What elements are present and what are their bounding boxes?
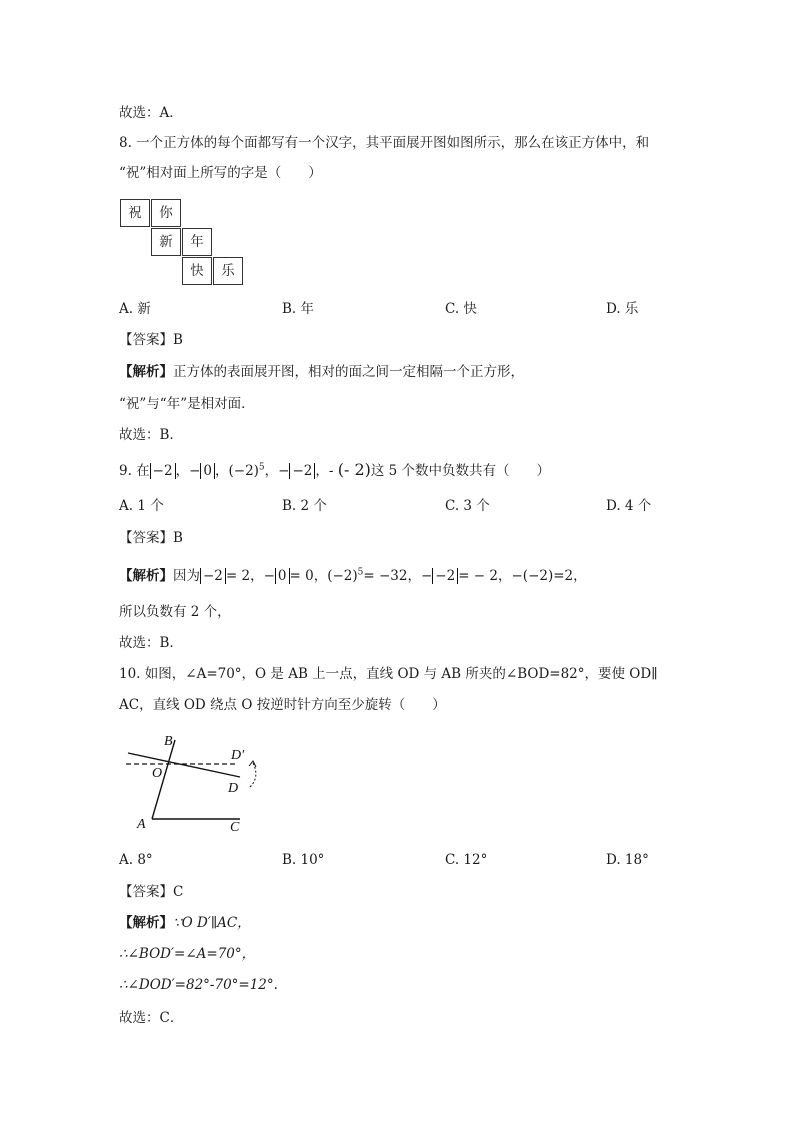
q9-term-abs-0: 0 — [200, 463, 215, 479]
q9-number: 9. 在 — [119, 463, 150, 479]
q9-calc-abs-neg2: −2 — [200, 568, 226, 584]
q10-analysis-line3: ∴∠DOD′=82°-70°=12°. — [119, 977, 278, 993]
q9-term-power: (−2) — [228, 463, 259, 479]
q9-sep: ，− — [175, 463, 201, 479]
q8-analysis-line2: “祝”与“年”是相对面． — [119, 396, 255, 412]
q9-term-neg-paren: (- 2) — [337, 460, 371, 479]
q9-option-c: C. 3 个 — [445, 498, 490, 514]
rotation-arrowhead-icon — [249, 761, 256, 767]
q9-analysis-line2: 所以负数有 2 个， — [119, 604, 231, 620]
q10-option-d: D. 18° — [606, 852, 649, 868]
q10-stem-line1: 10. 如图，∠A=70°，O 是 AB 上一点，直线 OD 与 AB 所夹的∠BOD=82°，要使 OD∥ — [119, 666, 658, 682]
q8-option-b: B. 年 — [282, 301, 315, 317]
q9-sep: ，− — [264, 463, 290, 479]
q8-analysis-line1 — [119, 362, 524, 382]
q10-answer: 【答案】C — [119, 884, 184, 900]
q9-stem — [119, 460, 550, 481]
q8-stem-line1: 8. 一个正方体的每个面都写有一个汉字，其平面展开图如图所示，那么在该正方体中，和 — [119, 135, 650, 151]
q10-option-b: B. 10° — [282, 852, 325, 868]
net-cell-5: 快 — [182, 257, 212, 285]
q10-option-c: C. 12° — [445, 852, 488, 868]
q8-answer: 【答案】B — [119, 332, 183, 348]
q9-option-d: D. 4 个 — [606, 498, 652, 514]
label-b: B — [164, 734, 173, 749]
q9-calc-abs-0: 0 — [275, 568, 290, 584]
q9-analysis-tag: 【解析】 — [119, 568, 173, 584]
label-a: A — [137, 817, 146, 832]
q10-stem-line2: AC，直线 OD 绕点 O 按逆时针方向至少旋转（ ） — [119, 697, 446, 713]
label-c: C — [230, 820, 240, 835]
net-cell-2: 你 — [151, 199, 181, 227]
q9-stem-tail: 这 5 个数中负数共有（ ） — [370, 463, 551, 479]
q10-analysis-line2: ∴∠BOD′=∠A=70°， — [119, 946, 256, 962]
q9-calc-result-4: = − 2，−(−2)=2， — [458, 568, 587, 584]
q8-option-c: C. 快 — [445, 301, 477, 317]
net-cell-4: 年 — [182, 228, 212, 256]
prev-conclusion: 故选：A． — [119, 105, 183, 121]
q8-option-a: A. 新 — [119, 301, 151, 317]
net-cell-1: 祝 — [120, 199, 150, 227]
q9-analysis-line1 — [119, 566, 587, 586]
q10-conclusion: 故选：C． — [119, 1010, 184, 1026]
q9-option-a: A. 1 个 — [119, 498, 164, 514]
q10-analysis-tag: 【解析】 — [119, 915, 173, 931]
q8-conclusion: 故选：B． — [119, 427, 183, 443]
q9-calc-exponent: 5 — [357, 567, 364, 578]
q8-analysis-tag: 【解析】 — [119, 364, 173, 380]
q9-sep: ， — [214, 463, 229, 479]
line-od — [128, 753, 240, 777]
q9-conclusion: 故选：B． — [119, 635, 183, 651]
label-d: D — [228, 781, 239, 796]
q8-analysis-text: 正方体的表面展开图，相对的面之间一定相隔一个正方形， — [173, 364, 524, 380]
q9-calc-result-3: = −32，− — [363, 568, 433, 584]
q8-stem-line2: “祝”相对面上所写的字是（ ） — [119, 165, 322, 181]
q10-analysis-line1 — [119, 913, 251, 933]
q9-answer: 【答案】B — [119, 530, 183, 546]
q9-sep: ，- — [315, 463, 338, 479]
rotation-arrow-icon — [250, 763, 256, 787]
q9-calc-abs-neg2b: −2 — [432, 568, 458, 584]
label-o: O — [152, 766, 163, 781]
q9-calc-result-1: = 2，− — [225, 568, 275, 584]
net-cell-6: 乐 — [213, 257, 243, 285]
q10-option-a: A. 8° — [119, 852, 153, 868]
q9-term-abs-neg2: −2 — [150, 463, 176, 479]
q8-option-d: D. 乐 — [606, 301, 639, 317]
q10-analysis-text: ∵O D′∥AC， — [173, 915, 251, 931]
label-d-prime: D′ — [231, 748, 245, 763]
q9-term-neg-abs: −2 — [289, 463, 315, 479]
net-cell-3: 新 — [151, 228, 181, 256]
q9-option-b: B. 2 个 — [282, 498, 327, 514]
q9-term-exponent: 5 — [258, 462, 265, 473]
q9-calc-result-2: = 0，(−2) — [289, 568, 358, 584]
q9-analysis-pre: 因为 — [173, 568, 200, 584]
q10-geometry-figure — [110, 725, 280, 840]
